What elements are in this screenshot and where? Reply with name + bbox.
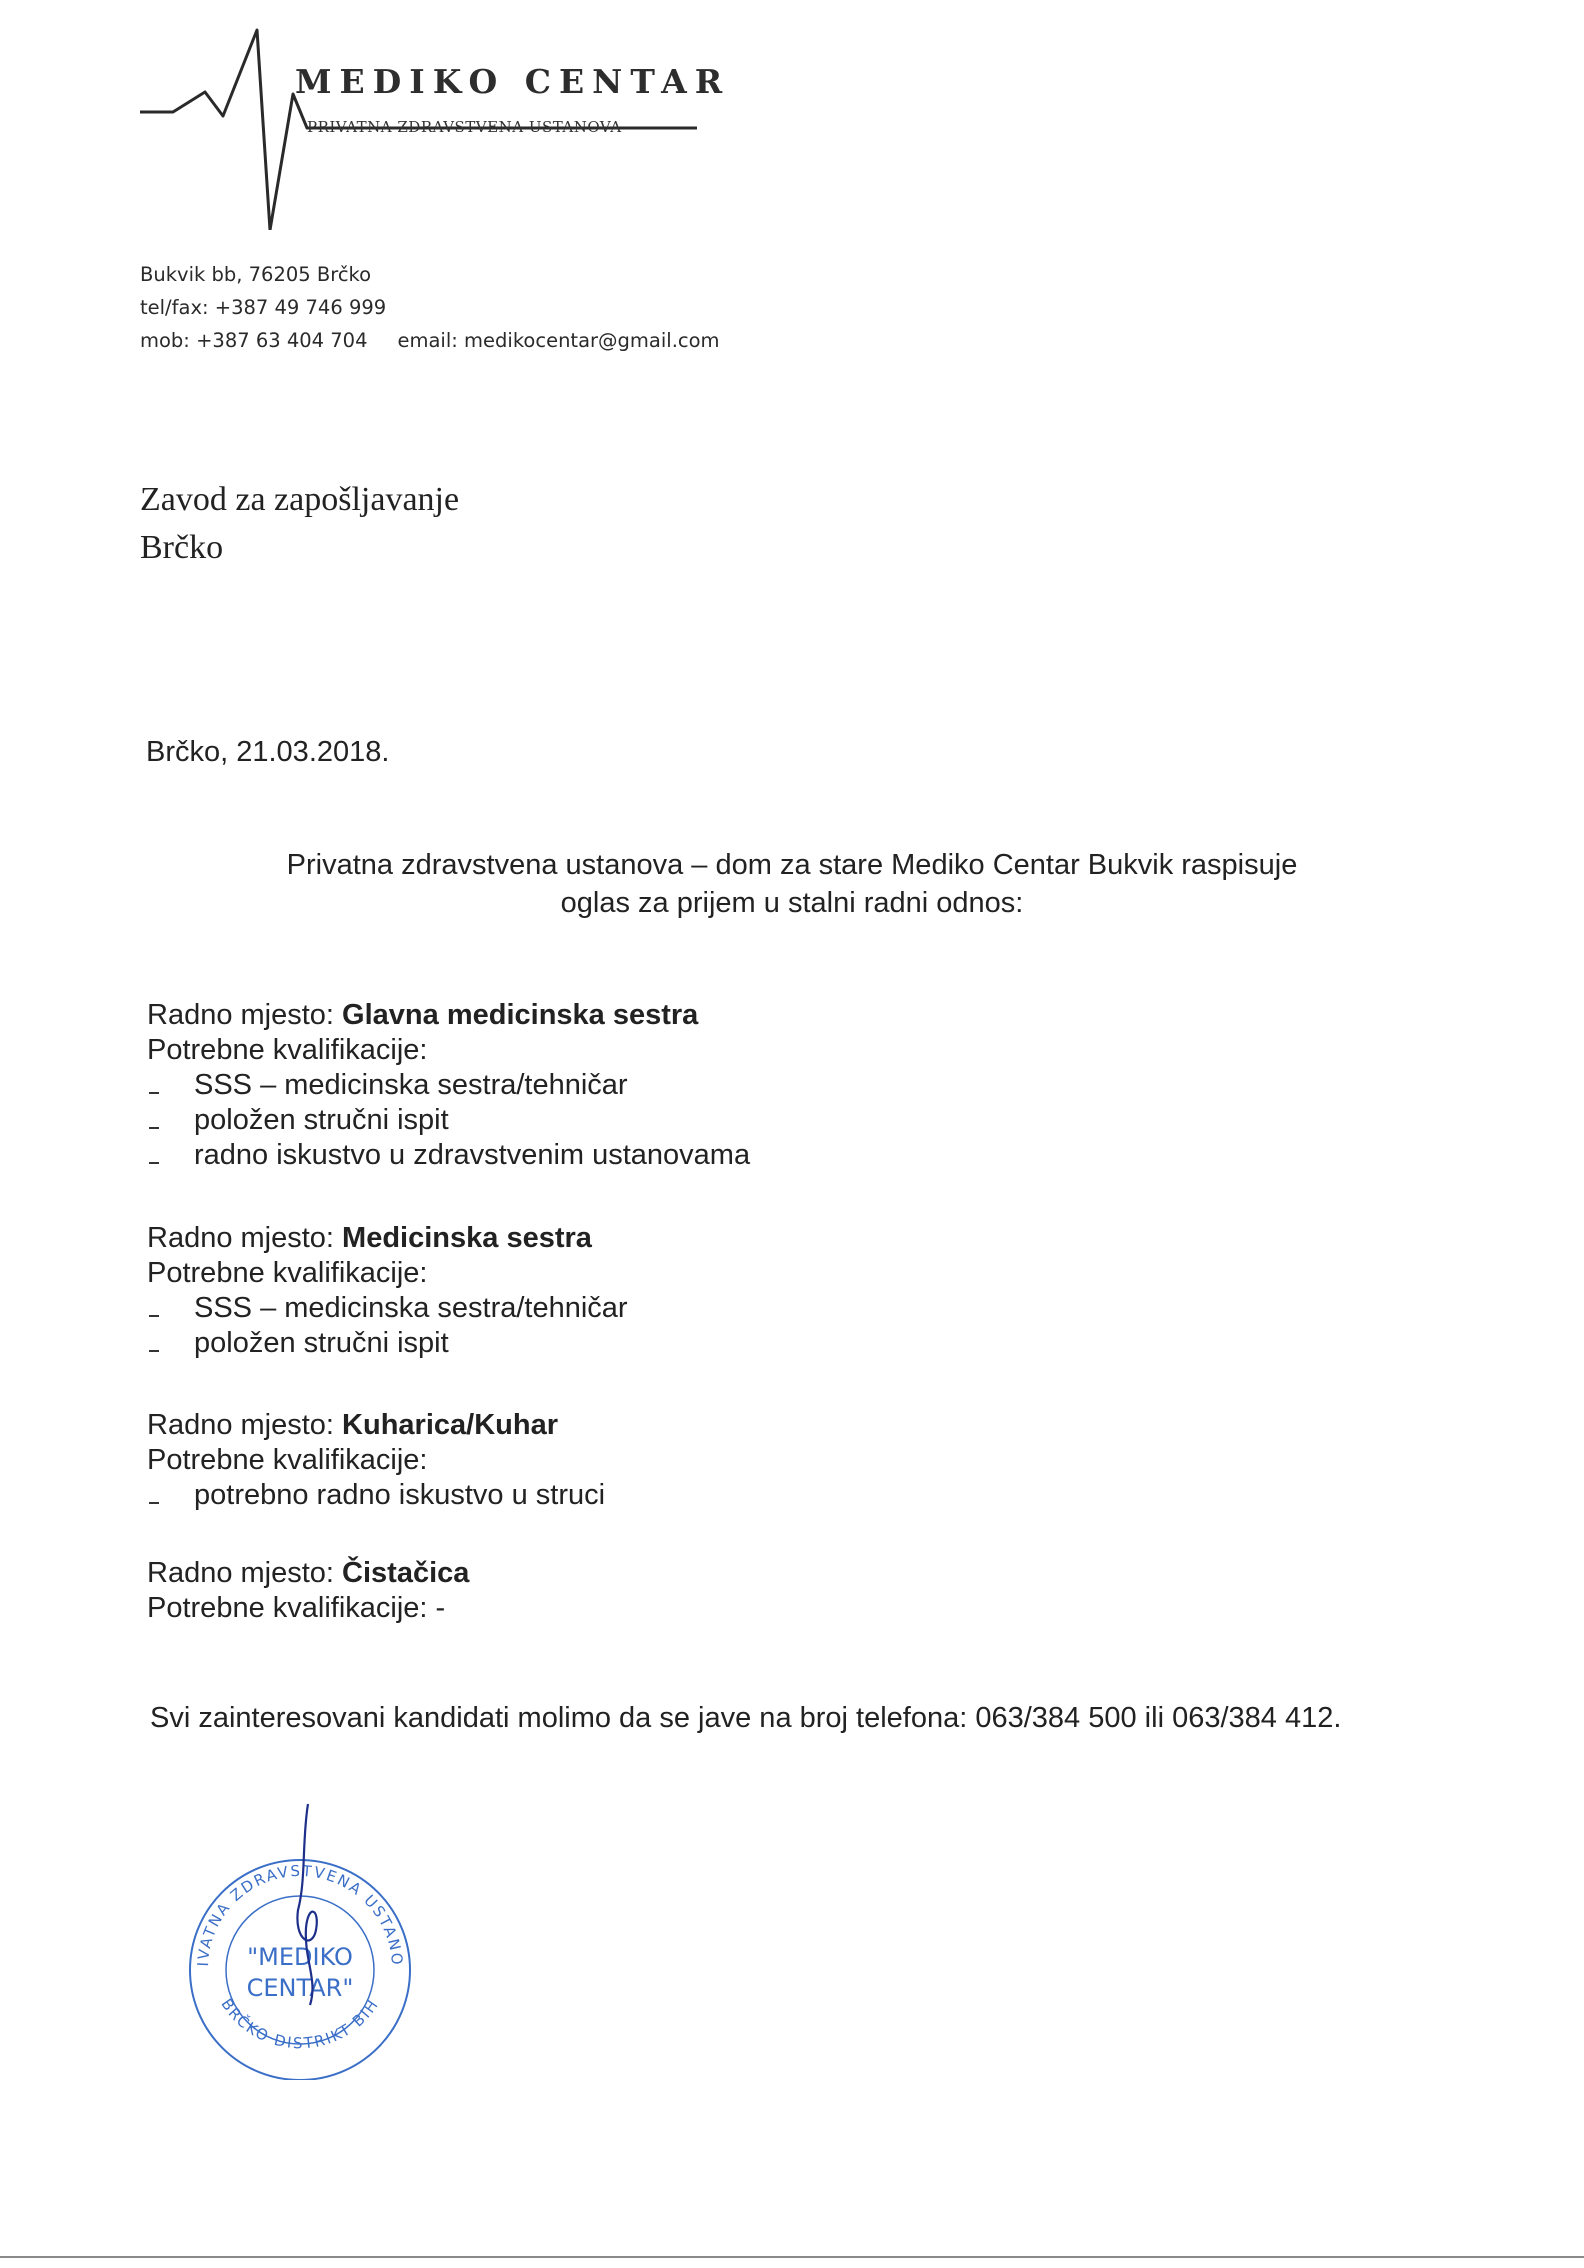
intro-line-2: oglas za prijem u stalni radni odnos: bbox=[560, 887, 1024, 919]
recipient-line-2: Brčko bbox=[140, 529, 224, 566]
qualification-item: radno iskustvo u zdravstvenim ustanovama bbox=[147, 1138, 750, 1173]
qualification-item: SSS – medicinska sestra/tehničar bbox=[147, 1068, 750, 1103]
qualifications-label: Potrebne kvalifikacije: - bbox=[147, 1592, 446, 1624]
company-subtitle: PRIVATNA ZDRAVSTVENA USTANOVA bbox=[307, 118, 622, 136]
position-label: Radno mjesto: bbox=[147, 1222, 343, 1254]
qualification-item: položen stručni ispit bbox=[147, 1103, 750, 1138]
qualification-item: SSS – medicinska sestra/tehničar bbox=[147, 1291, 628, 1326]
qualifications-label: Potrebne kvalifikacije: bbox=[147, 1034, 428, 1066]
intro-line-1: Privatna zdravstvena ustanova – dom za stare Mediko Centar Bukvik raspisuje bbox=[286, 849, 1298, 881]
position-heading bbox=[147, 1408, 605, 1443]
email: email: medikocentar@gmail.com bbox=[397, 329, 720, 352]
contact-instruction: Svi zainteresovani kandidati molimo da se jave na broj telefona: 063/384 500 ili 063/384 412. bbox=[150, 1702, 1342, 1734]
mobile: mob: +387 63 404 704 bbox=[140, 329, 368, 352]
contact-block bbox=[140, 258, 720, 357]
company-name: MEDIKO CENTAR bbox=[295, 62, 731, 101]
position-title: Medicinska sestra bbox=[342, 1222, 592, 1254]
position-label: Radno mjesto: bbox=[147, 999, 343, 1031]
qualification-item: potrebno radno iskustvo u struci bbox=[147, 1478, 605, 1513]
position-heading bbox=[147, 998, 750, 1033]
position-title: Glavna medicinska sestra bbox=[342, 999, 699, 1031]
position-heading bbox=[147, 1556, 469, 1591]
announcement-intro bbox=[0, 846, 1584, 922]
stamp-seal-icon bbox=[170, 1800, 430, 2080]
qualifications-label: Potrebne kvalifikacije: bbox=[147, 1257, 428, 1289]
official-stamp bbox=[170, 1800, 430, 2080]
page-bottom-rule bbox=[0, 2256, 1584, 2258]
stamp-ring-bottom: BRČKO DISTRIKT BIH bbox=[217, 1995, 383, 2053]
document-date: Brčko, 21.03.2018. bbox=[146, 736, 390, 768]
tel-fax: tel/fax: +387 49 746 999 bbox=[140, 296, 387, 319]
letterhead-logo bbox=[135, 20, 735, 230]
position-label: Radno mjesto: bbox=[147, 1557, 343, 1589]
position-label: Radno mjesto: bbox=[147, 1409, 343, 1441]
qualification-item: položen stručni ispit bbox=[147, 1326, 628, 1361]
position-block bbox=[147, 1408, 605, 1513]
position-block bbox=[147, 998, 750, 1173]
position-block bbox=[147, 1221, 628, 1361]
stamp-center-2: CENTAR" bbox=[246, 1974, 354, 2002]
recipient-block bbox=[140, 476, 459, 572]
position-block bbox=[147, 1556, 469, 1626]
position-heading bbox=[147, 1221, 628, 1256]
qualifications-label: Potrebne kvalifikacije: bbox=[147, 1444, 428, 1476]
stamp-center-1: "MEDIKO bbox=[247, 1943, 353, 1971]
stamp-ring-top: IVATNA ZDRAVSTVENA USTANO bbox=[193, 1861, 407, 1968]
mobile-email-row bbox=[140, 324, 720, 357]
address: Bukvik bb, 76205 Brčko bbox=[140, 263, 372, 286]
position-title: Kuharica/Kuhar bbox=[342, 1409, 558, 1441]
recipient-line-1: Zavod za zapošljavanje bbox=[140, 481, 460, 518]
svg-text:BRČKO DISTRIKT BIH bbox=[217, 1995, 382, 2052]
position-title: Čistačica bbox=[342, 1557, 470, 1589]
svg-text:PRIVATNA ZDRAVSTVENA USTANOVA bbox=[170, 1800, 406, 1967]
